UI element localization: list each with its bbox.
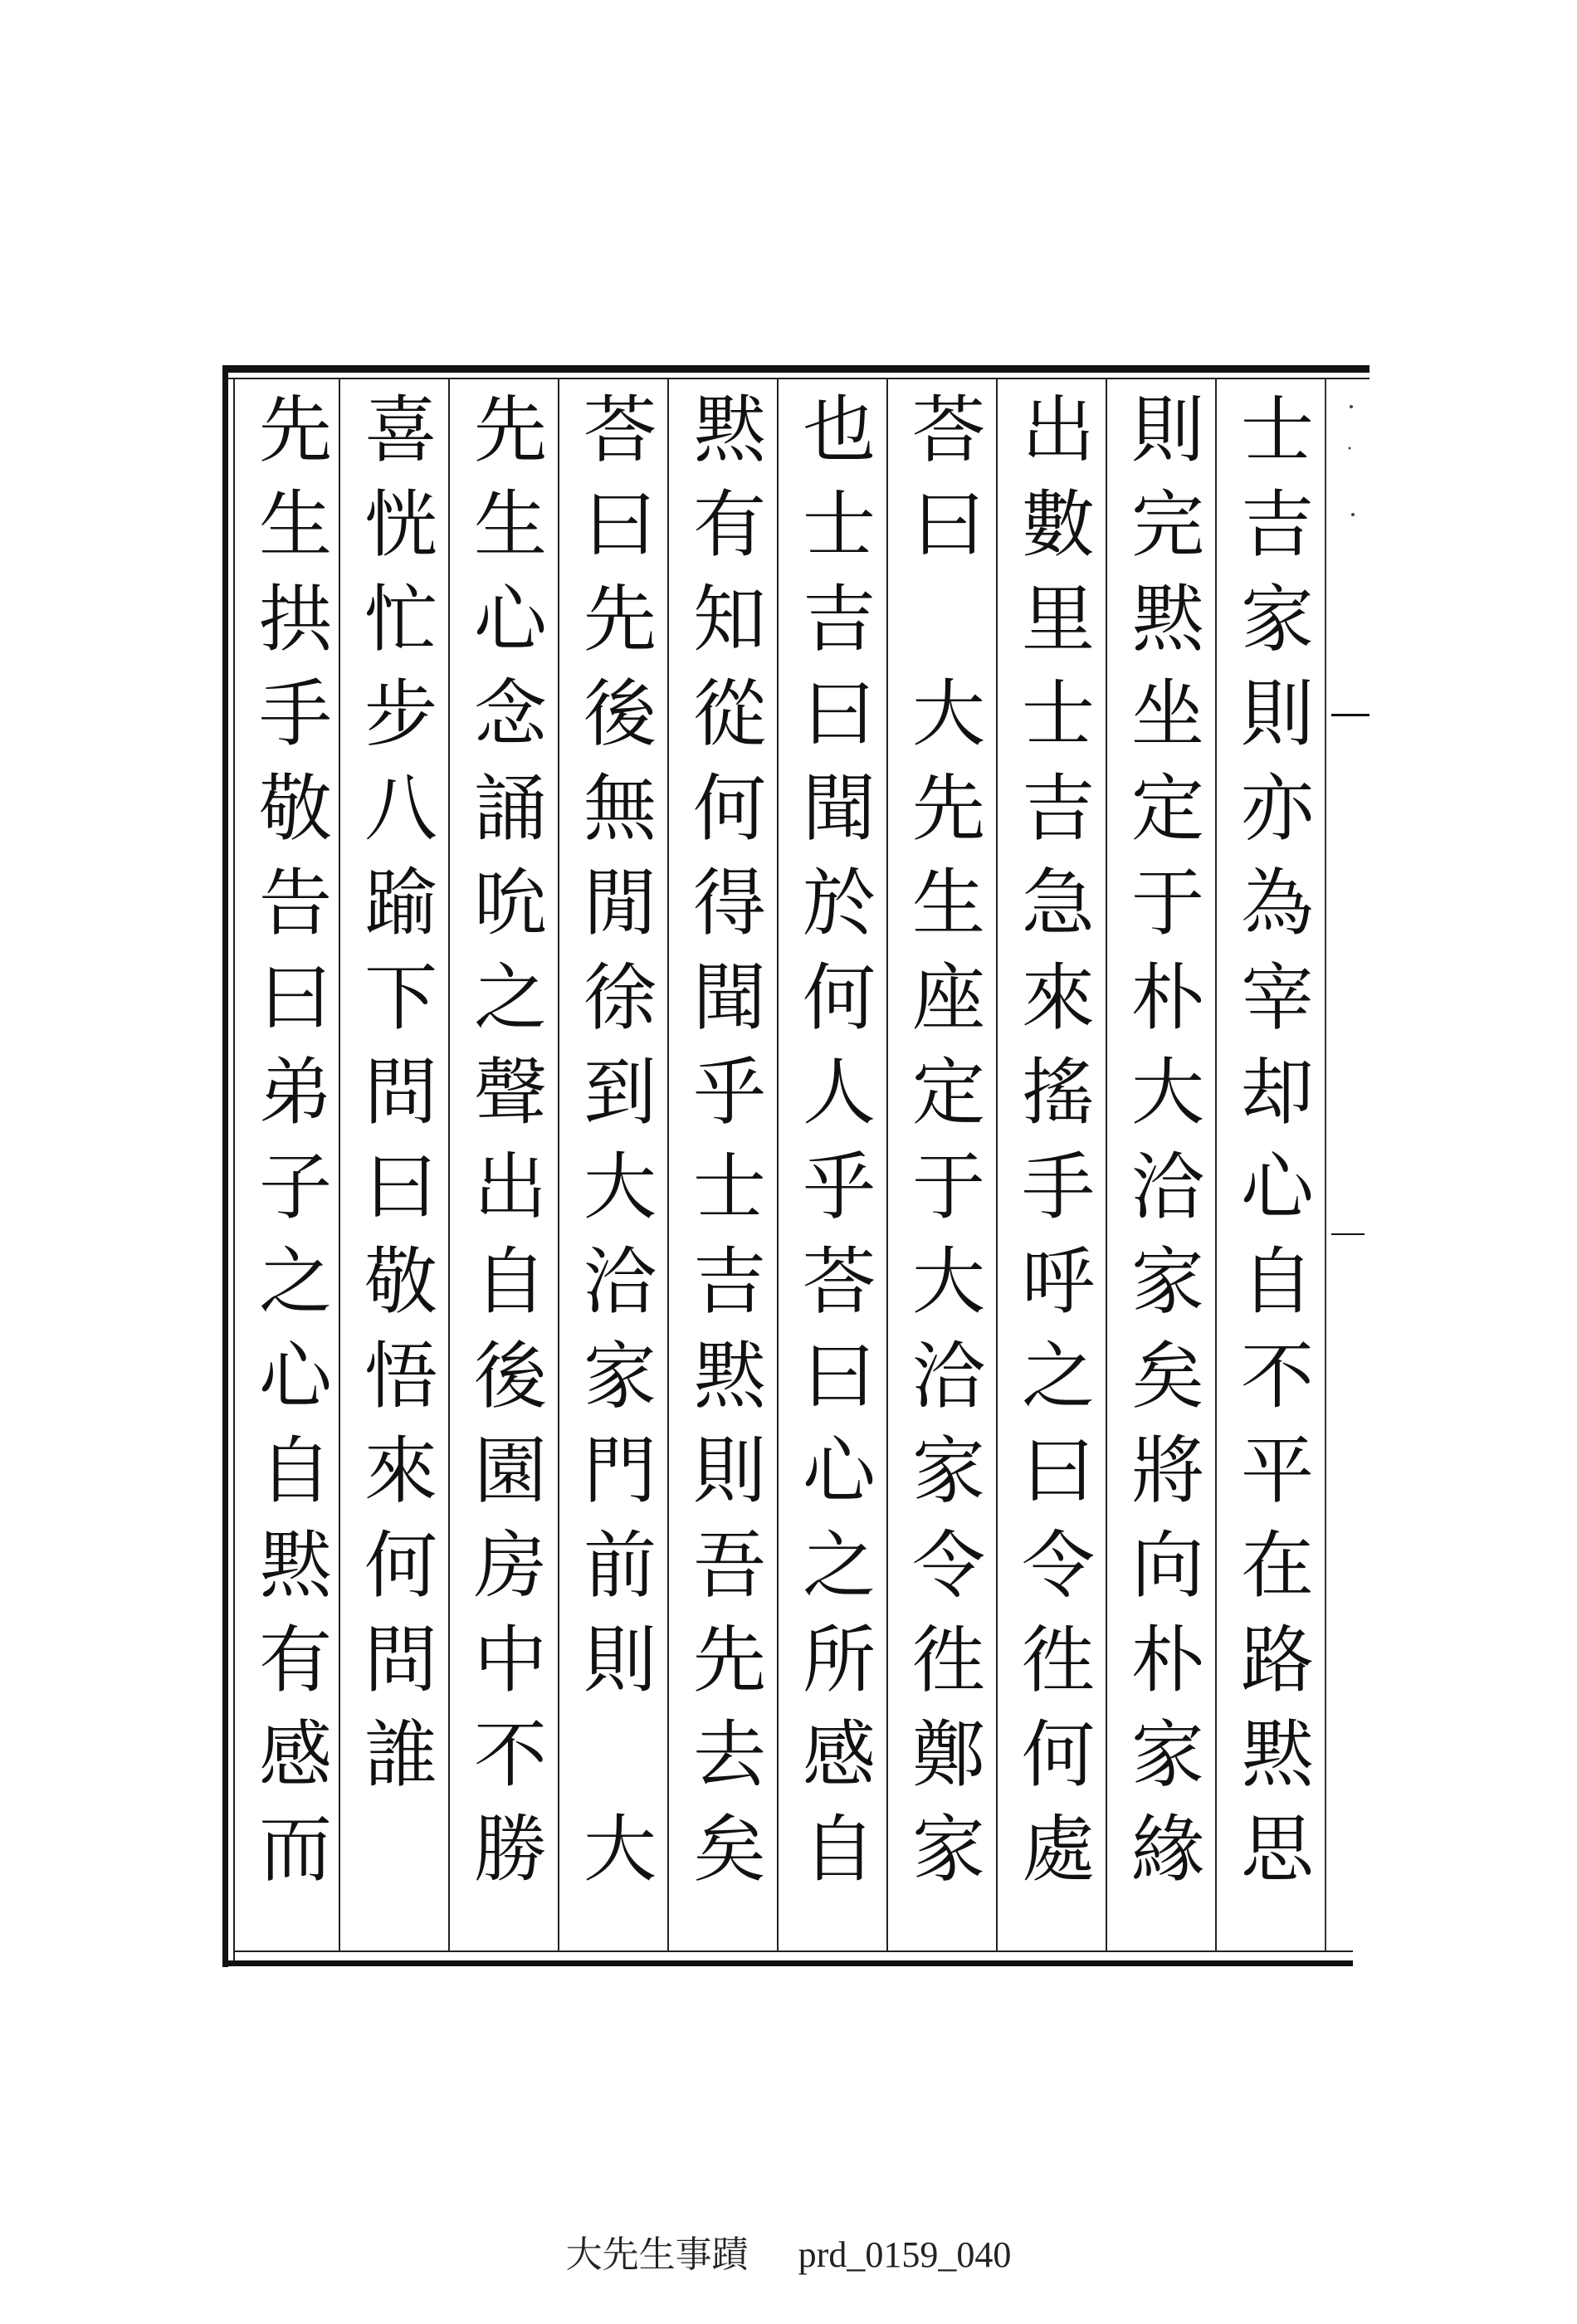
column-text: 出數里士吉急來搖手呼之曰令徃何處 xyxy=(1010,391,1096,1905)
column-text: 則完黙坐定于朴大洽家矣將向朴家緣 xyxy=(1120,391,1205,1905)
block-frame-bottom xyxy=(222,1960,1353,1966)
column-text: 士吉家則亦為宰却心自不平在路黙思 xyxy=(1229,391,1315,1905)
block-frame-top xyxy=(222,365,1370,373)
fold-mark-lower xyxy=(1331,1233,1365,1235)
page-identifier: prd_0159_040 xyxy=(798,2234,1012,2275)
column-text: 先生拱手敬告曰弟子之心自黙有感而 xyxy=(247,391,333,1905)
page-footer xyxy=(0,2224,1577,2278)
fold-mark-upper xyxy=(1331,714,1370,716)
text-column-7 xyxy=(559,379,669,1950)
block-frame-left xyxy=(222,365,228,1967)
text-column-4 xyxy=(888,379,998,1950)
column-text: 荅曰先後無閒徐到大洽家門前則 大 xyxy=(572,391,657,1905)
column-text: 荅曰 大先生座定于大洽家令徃鄭家 xyxy=(901,391,986,1905)
text-column-2 xyxy=(1107,379,1217,1950)
column-text: 喜恍忙步八踰下問曰敬悟來何問誰 xyxy=(353,391,438,1810)
text-column-1 xyxy=(1217,379,1326,1950)
block-frame-bottom-inner xyxy=(233,1950,1353,1952)
text-column-3 xyxy=(998,379,1107,1950)
text-column-5 xyxy=(779,379,888,1950)
column-text: 黙有知從何得聞乎士吉黙則吾先去矣 xyxy=(681,391,767,1905)
text-column-10 xyxy=(235,379,344,1950)
text-column-9 xyxy=(340,379,450,1950)
text-column-8 xyxy=(450,379,559,1950)
margin-specks xyxy=(1343,390,1360,556)
book-title: 大先生事蹟 xyxy=(565,2234,749,2275)
column-text: 也士吉曰聞於何人乎荅曰心之所感自 xyxy=(791,391,876,1905)
column-text: 先生心念誦吮之聲出自後園房中不勝 xyxy=(462,391,548,1905)
text-column-6 xyxy=(669,379,779,1950)
